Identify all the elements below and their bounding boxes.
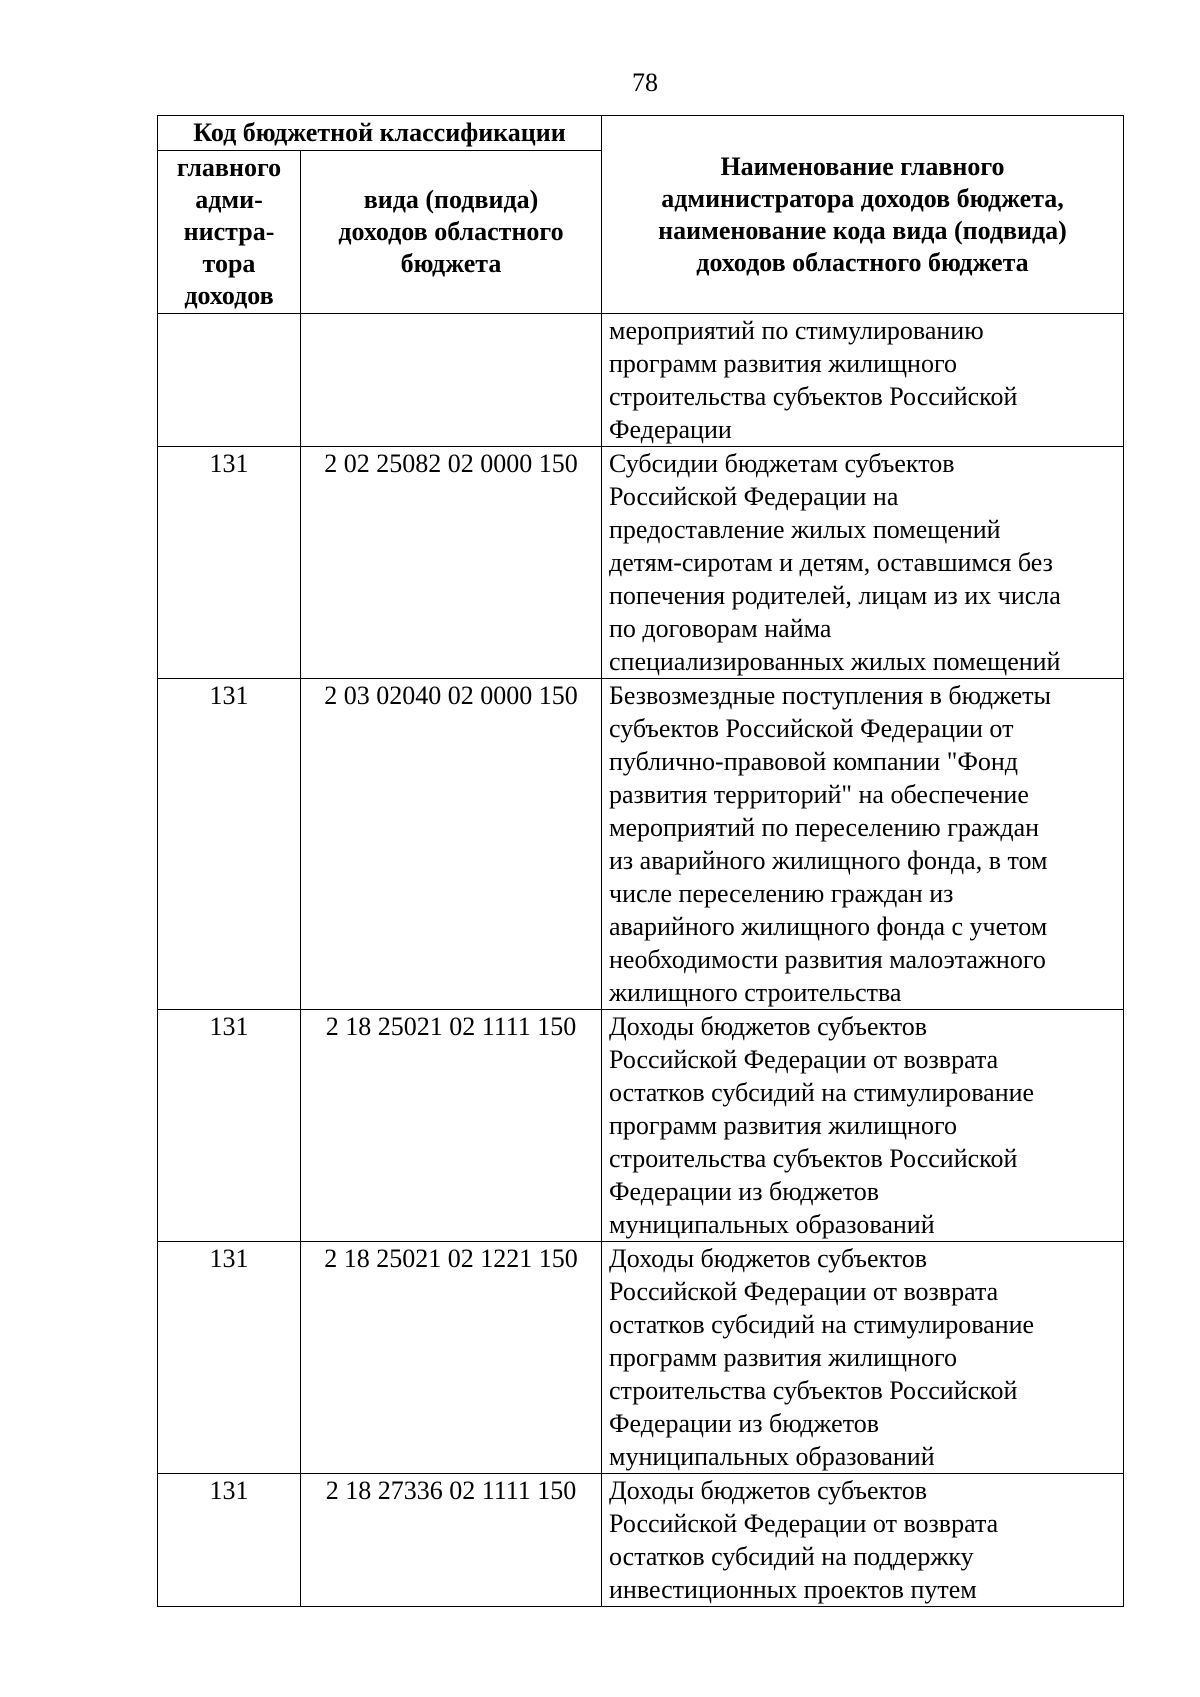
admin-code-cell: 131 [158,679,301,1010]
header-admin-line: нистра- [183,217,275,246]
name-line: детям-сиротам и детям, оставшимся без [609,548,1053,577]
header-code-column [301,151,602,314]
name-line: Федерации из бюджетов [609,1177,879,1206]
name-line: Доходы бюджетов субъектов [609,1012,928,1041]
name-line: инвестиционных проектов путем [609,1575,977,1604]
header-name-line: Наименование главного [720,151,1005,181]
table-body [158,314,1124,1607]
income-name-cell [602,1242,1124,1474]
admin-code-cell: 131 [158,447,301,679]
name-line: программ развития жилищного [609,1343,957,1372]
name-line: строительства субъектов Российской [609,1144,1018,1173]
name-line: Российской Федерации от возврата [609,1277,999,1306]
income-code-cell: 2 18 27336 02 1111 150 [301,1474,602,1607]
table-row [158,1474,1124,1607]
header-code-line: доходов областного [338,217,564,246]
name-line: Федерации из бюджетов [609,1409,879,1438]
income-name-cell [602,314,1124,447]
name-line: субъектов Российской Федерации от [609,714,1014,743]
header-code-line: вида (подвида) [363,185,539,214]
table-row [158,314,1124,447]
income-name-cell [602,679,1124,1010]
name-line: мероприятий по стимулированию [609,316,984,345]
name-line: Российской Федерации от возврата [609,1045,999,1074]
name-line: специализированных жилых помещений [609,647,1061,676]
name-line: Доходы бюджетов субъектов [609,1476,928,1505]
name-line: попечения родителей, лицам из их числа [609,581,1061,610]
admin-code-cell [158,314,301,447]
admin-code-cell: 131 [158,1242,301,1474]
name-line: развития территорий" на обеспечение [609,780,1029,809]
header-name-line: доходов областного бюджета [696,247,1029,277]
name-line: аварийного жилищного фонда с учетом [609,912,1048,941]
table-row [158,1010,1124,1242]
income-code-cell: 2 18 25021 02 1111 150 [301,1010,602,1242]
name-line: остатков субсидий на стимулирование [609,1078,1035,1107]
income-name-cell [602,447,1124,679]
name-line: Федерации [609,415,732,444]
header-name-line: администратора доходов бюджета, [661,183,1064,213]
name-line: необходимости развития малоэтажного [609,945,1046,974]
name-line: предоставление жилых помещений [609,515,1001,544]
header-admin-column [158,151,301,314]
name-line: Доходы бюджетов субъектов [609,1244,928,1273]
name-line: программ развития жилищного [609,1111,957,1140]
name-line: Субсидии бюджетам субъектов [609,449,955,478]
name-line: остатков субсидий на поддержку [609,1542,974,1571]
table-row [158,447,1124,679]
header-admin-line: доходов [184,281,274,310]
name-line: муниципальных образований [609,1210,935,1239]
name-line: муниципальных образований [609,1442,935,1471]
table-row [158,679,1124,1010]
income-code-cell [301,314,602,447]
name-line: строительства субъектов Российской [609,382,1018,411]
budget-classification-table [157,115,1124,1607]
header-name-line: наименование кода вида (подвида) [658,215,1067,245]
name-line: из аварийного жилищного фонда, в том [609,846,1048,875]
income-name-cell [602,1010,1124,1242]
name-line: по договорам найма [609,614,832,643]
name-line: программ развития жилищного [609,349,957,378]
name-line: Российской Федерации на [609,482,899,511]
name-line: строительства субъектов Российской [609,1376,1018,1405]
income-code-cell: 2 02 25082 02 0000 150 [301,447,602,679]
header-admin-line: адми- [195,185,263,214]
admin-code-cell: 131 [158,1010,301,1242]
name-line: мероприятий по переселению граждан [609,813,1040,842]
table-header [158,116,1124,314]
income-code-cell: 2 18 25021 02 1221 150 [301,1242,602,1474]
header-code-line: бюджета [400,249,502,278]
header-admin-line: главного [176,153,282,182]
name-line: жилищного строительства [609,978,902,1007]
admin-code-cell: 131 [158,1474,301,1607]
income-code-cell: 2 03 02040 02 0000 150 [301,679,602,1010]
name-line: числе переселению граждан из [609,879,954,908]
name-line: Безвозмездные поступления в бюджеты [609,681,1051,710]
name-line: публично-правовой компании "Фонд [609,747,1019,776]
header-admin-line: тора [202,249,256,278]
table-row [158,1242,1124,1474]
page-number: 78 [632,68,658,97]
income-name-cell [602,1474,1124,1607]
header-name-column [602,116,1124,314]
name-line: остатков субсидий на стимулирование [609,1310,1035,1339]
header-budget-code-group: Код бюджетной классификации [158,116,602,151]
name-line: Российской Федерации от возврата [609,1509,999,1538]
